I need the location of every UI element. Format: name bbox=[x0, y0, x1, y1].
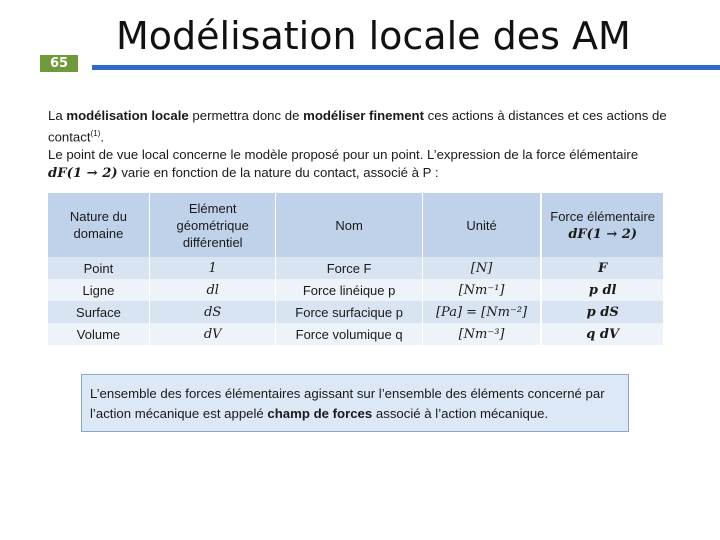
header-force bbox=[541, 193, 663, 257]
p1-text-c: ces actions à distances et ces actions de contact bbox=[48, 108, 667, 145]
p1-bold-1: modélisation locale bbox=[66, 108, 189, 123]
definition-box bbox=[81, 374, 629, 432]
p2-force-expression: dF(1 → 2) bbox=[48, 166, 118, 181]
cell-unite: [Nm⁻¹] bbox=[422, 279, 541, 301]
cell-nom: Force surfacique p bbox=[276, 301, 422, 323]
header-element: Elément géométrique différentiel bbox=[149, 193, 276, 257]
table-row bbox=[48, 279, 663, 301]
p1-footnote-ref: (1) bbox=[90, 129, 101, 138]
cell-element: dl bbox=[149, 279, 276, 301]
p1-text-a: La bbox=[48, 108, 67, 123]
cell-nature: Ligne bbox=[48, 279, 149, 301]
slide-number: 65 bbox=[40, 55, 78, 72]
cell-force: p dS bbox=[541, 301, 663, 323]
header-nom: Nom bbox=[276, 193, 422, 257]
note-bold: champ de forces bbox=[267, 406, 373, 421]
cell-nature: Point bbox=[48, 257, 149, 279]
p2-text-a: Le point de vue local concerne le modèle proposé pour un point. L’expression de la force élémentaire bbox=[48, 147, 639, 162]
cell-nature: Volume bbox=[48, 323, 149, 345]
header-unite: Unité bbox=[422, 193, 541, 257]
cell-nom: Force volumique q bbox=[276, 323, 422, 345]
table-header-row bbox=[48, 193, 663, 257]
page-title: Modélisation locale des AM bbox=[116, 14, 631, 58]
table-row bbox=[48, 257, 663, 279]
intro-paragraph-1 bbox=[48, 107, 668, 146]
title-underline bbox=[92, 65, 720, 70]
cell-element: dV bbox=[149, 323, 276, 345]
header-force-label: Force élémentaire bbox=[550, 208, 656, 224]
note-text-a: L’ensemble des forces élémentaires agissant sur l’ensemble des éléments concerné par l’action mécanique est appelé bbox=[90, 386, 605, 421]
note-text-b: associé à l’action mécanique. bbox=[372, 406, 549, 421]
p2-text-b: varie en fonction de la nature du contact, associé à P : bbox=[117, 165, 439, 180]
forces-table bbox=[48, 193, 663, 345]
cell-element: dS bbox=[149, 301, 276, 323]
cell-force: q dV bbox=[541, 323, 663, 345]
cell-unite: [N] bbox=[422, 257, 541, 279]
cell-unite: [Nm⁻³] bbox=[422, 323, 541, 345]
cell-force: F bbox=[541, 257, 663, 279]
cell-nature: Surface bbox=[48, 301, 149, 323]
cell-element: 1 bbox=[149, 257, 276, 279]
p1-text-b: permettra donc de bbox=[188, 108, 304, 123]
cell-unite: [Pa] = [Nm⁻²] bbox=[422, 301, 541, 323]
intro-paragraph-2 bbox=[48, 146, 668, 183]
cell-force: p dl bbox=[541, 279, 663, 301]
header-nature: Nature du domaine bbox=[48, 193, 149, 257]
header-force-math: dF(1 → 2) bbox=[568, 226, 637, 242]
cell-nom: Force linéique p bbox=[276, 279, 422, 301]
p1-text-end: . bbox=[100, 129, 104, 145]
cell-nom: Force F bbox=[276, 257, 422, 279]
p1-bold-2: modéliser finement bbox=[303, 108, 425, 123]
table-row bbox=[48, 301, 663, 323]
table-row bbox=[48, 323, 663, 345]
